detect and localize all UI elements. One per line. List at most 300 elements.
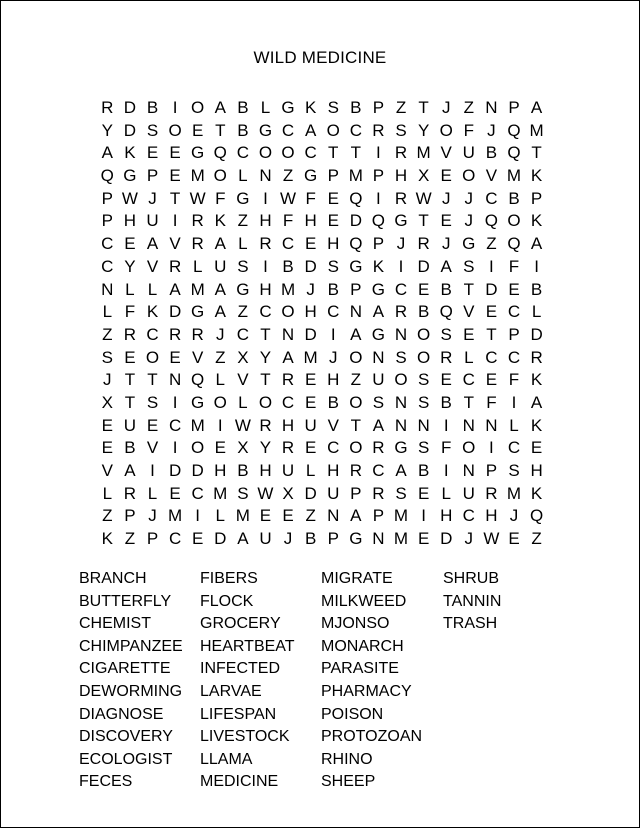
- grid-letter: E: [124, 234, 136, 254]
- grid-letter: W: [415, 188, 432, 208]
- letter-grid: [96, 97, 548, 551]
- grid-letter: E: [304, 234, 317, 254]
- grid-letter: L: [215, 370, 225, 390]
- grid-letter: J: [441, 234, 451, 254]
- grid-letter: R: [417, 234, 430, 254]
- word-list-item: LIVESTOCK: [200, 728, 290, 746]
- grid-letter: T: [124, 370, 136, 390]
- grid-letter: E: [417, 483, 430, 503]
- grid-letter: L: [238, 166, 248, 186]
- grid-letter: I: [398, 256, 404, 276]
- grid-letter: J: [148, 506, 157, 526]
- grid-letter: E: [417, 529, 430, 549]
- grid-letter: J: [148, 188, 157, 208]
- grid-letter: M: [393, 506, 409, 526]
- grid-letter: B: [508, 188, 520, 208]
- grid-letter: C: [168, 529, 182, 549]
- grid-letter: V: [485, 166, 498, 186]
- grid-letter: L: [305, 461, 316, 480]
- grid-letter: A: [372, 415, 385, 435]
- grid-letter: O: [462, 438, 476, 458]
- grid-letter: X: [417, 166, 430, 186]
- grid-letter: P: [485, 461, 498, 480]
- grid-letter: U: [327, 483, 340, 503]
- grid-letter: E: [192, 529, 204, 549]
- grid-letter: C: [462, 370, 475, 390]
- grid-letter: N: [259, 166, 272, 186]
- grid-letter: K: [530, 483, 543, 503]
- grid-letter: H: [440, 506, 453, 526]
- grid-letter: V: [463, 302, 475, 322]
- grid-letter: U: [462, 143, 475, 163]
- grid-letter: I: [489, 438, 494, 458]
- grid-letter: L: [102, 302, 113, 322]
- word-list-item: FECES: [79, 773, 133, 791]
- word-list-item: SHRUB: [443, 570, 500, 587]
- grid-letter: R: [259, 415, 272, 435]
- grid-letter: V: [146, 438, 159, 458]
- grid-letter: E: [101, 415, 113, 435]
- grid-letter: H: [327, 461, 340, 480]
- grid-letter: Q: [484, 211, 498, 231]
- grid-letter: H: [304, 302, 317, 322]
- grid-letter: A: [237, 529, 249, 549]
- grid-letter: T: [328, 143, 339, 163]
- grid-letter: E: [327, 188, 339, 208]
- grid-letter: H: [394, 166, 408, 186]
- grid-letter: J: [103, 370, 112, 390]
- grid-letter: R: [394, 188, 408, 208]
- grid-letter: M: [506, 166, 522, 186]
- grid-letter: S: [101, 347, 113, 367]
- grid-letter: L: [215, 506, 225, 526]
- grid-letter: L: [102, 483, 113, 503]
- grid-letter: C: [507, 347, 521, 367]
- grid-letter: G: [191, 302, 205, 322]
- grid-letter: L: [125, 279, 135, 299]
- grid-letter: R: [394, 302, 408, 322]
- grid-letter: S: [417, 370, 430, 390]
- grid-letter: Q: [349, 234, 363, 254]
- grid-letter: M: [393, 529, 409, 549]
- grid-letter: B: [530, 279, 543, 299]
- grid-letter: K: [530, 415, 543, 435]
- grid-letter: V: [101, 461, 113, 480]
- grid-letter: V: [169, 234, 181, 254]
- grid-letter: P: [101, 188, 113, 208]
- grid-letter: G: [123, 166, 137, 186]
- grid-letter: D: [168, 461, 182, 480]
- grid-letter: R: [123, 324, 137, 344]
- grid-letter: M: [416, 143, 431, 163]
- grid-letter: R: [372, 483, 385, 503]
- grid-letter: R: [372, 120, 385, 140]
- grid-letter: K: [372, 256, 385, 276]
- grid-letter: O: [281, 302, 295, 322]
- grid-letter: C: [236, 143, 249, 163]
- grid-letter: S: [417, 392, 430, 412]
- grid-letter: E: [304, 392, 317, 412]
- grid-letter: Q: [507, 234, 521, 254]
- grid-letter: O: [258, 143, 273, 163]
- grid-letter: J: [396, 234, 406, 254]
- word-list-item: FIBERS: [200, 570, 258, 587]
- grid-letter: O: [349, 347, 363, 367]
- grid-letter: E: [508, 529, 520, 549]
- grid-letter: K: [214, 211, 226, 231]
- grid-letter: M: [303, 347, 318, 367]
- grid-letter: B: [146, 98, 159, 117]
- grid-letter: E: [192, 120, 204, 140]
- grid-letter: I: [217, 415, 223, 435]
- grid-letter: L: [441, 483, 451, 503]
- grid-letter: R: [530, 347, 543, 367]
- grid-letter: R: [372, 438, 385, 458]
- grid-letter: E: [169, 347, 181, 367]
- grid-letter: L: [238, 234, 248, 254]
- grid-letter: S: [440, 324, 452, 344]
- grid-letter: T: [147, 370, 158, 390]
- grid-letter: C: [146, 324, 159, 344]
- grid-letter: S: [327, 256, 339, 276]
- grid-letter: R: [191, 324, 204, 344]
- grid-letter: W: [483, 529, 500, 549]
- grid-letter: P: [350, 483, 362, 503]
- grid-letter: I: [263, 188, 268, 208]
- grid-letter: E: [440, 211, 452, 231]
- grid-letter: B: [350, 98, 362, 117]
- grid-letter: H: [304, 211, 317, 231]
- grid-letter: E: [169, 483, 181, 503]
- grid-letter: G: [304, 166, 318, 186]
- grid-letter: A: [146, 234, 159, 254]
- grid-letter: F: [441, 438, 452, 458]
- grid-letter: C: [168, 415, 182, 435]
- grid-letter: A: [350, 506, 362, 526]
- grid-letter: E: [282, 506, 294, 526]
- grid-letter: B: [327, 279, 339, 299]
- word-list-item: BRANCH: [79, 570, 147, 587]
- grid-letter: E: [169, 143, 181, 163]
- grid-letter: A: [530, 392, 543, 412]
- grid-letter: H: [259, 461, 272, 480]
- grid-letter: E: [485, 370, 498, 390]
- word-list-item: LLAMA: [200, 750, 253, 768]
- grid-letter: C: [281, 234, 295, 254]
- grid-letter: S: [395, 120, 407, 140]
- grid-letter: L: [531, 302, 542, 322]
- grid-letter: T: [418, 98, 429, 117]
- grid-letter: F: [486, 392, 497, 412]
- grid-letter: M: [529, 120, 544, 140]
- grid-letter: Q: [349, 188, 363, 208]
- grid-letter: N: [394, 392, 408, 412]
- grid-letter: S: [237, 256, 249, 276]
- grid-letter: H: [327, 370, 340, 390]
- grid-letter: A: [169, 279, 181, 299]
- grid-letter: I: [263, 256, 268, 276]
- word-list-item: FLOCK: [200, 592, 254, 610]
- grid-letter: Q: [507, 120, 521, 140]
- grid-letter: L: [147, 483, 158, 503]
- grid-letter: C: [372, 461, 385, 480]
- grid-letter: E: [327, 211, 339, 231]
- grid-letter: Z: [124, 529, 136, 549]
- grid-letter: R: [168, 256, 182, 276]
- grid-letter: B: [282, 256, 294, 276]
- grid-letter: P: [530, 188, 543, 208]
- grid-letter: H: [485, 506, 498, 526]
- grid-letter: C: [101, 256, 114, 276]
- grid-letter: J: [464, 188, 474, 208]
- grid-letter: Z: [237, 211, 249, 231]
- grid-letter: K: [124, 143, 136, 163]
- grid-letter: N: [394, 324, 408, 344]
- grid-letter: D: [304, 483, 317, 503]
- grid-letter: S: [327, 98, 339, 117]
- grid-letter: U: [304, 415, 317, 435]
- grid-letter: Z: [215, 347, 226, 367]
- grid-letter: G: [349, 529, 363, 549]
- grid-letter: X: [101, 392, 113, 412]
- grid-letter: W: [257, 483, 274, 503]
- grid-letter: A: [214, 98, 226, 117]
- grid-letter: Y: [259, 438, 272, 458]
- grid-letter: P: [372, 506, 385, 526]
- grid-letter: A: [124, 461, 136, 480]
- grid-letter: O: [507, 211, 521, 231]
- grid-letter: O: [349, 438, 363, 458]
- grid-letter: Q: [191, 370, 205, 390]
- grid-letter: M: [167, 506, 183, 526]
- grid-letter: A: [214, 302, 226, 322]
- grid-letter: Z: [395, 98, 407, 117]
- grid-letter: R: [101, 98, 114, 117]
- grid-letter: N: [101, 279, 114, 299]
- grid-letter: J: [509, 506, 519, 526]
- grid-letter: Y: [101, 120, 113, 140]
- grid-letter: Q: [529, 506, 544, 526]
- grid-letter: N: [417, 415, 430, 435]
- grid-letter: K: [101, 529, 113, 549]
- grid-letter: R: [281, 438, 295, 458]
- grid-letter: N: [327, 506, 340, 526]
- grid-letter: P: [146, 166, 159, 186]
- grid-letter: O: [168, 120, 182, 140]
- grid-letter: I: [376, 143, 381, 163]
- grid-letter: O: [258, 392, 273, 412]
- word-list-item: CHIMPANZEE: [79, 637, 183, 655]
- grid-letter: V: [146, 256, 159, 276]
- grid-letter: T: [124, 392, 136, 412]
- word-list-item: LIFESPAN: [200, 705, 277, 723]
- grid-letter: C: [507, 302, 521, 322]
- word-list-item: PARASITE: [321, 660, 399, 678]
- grid-letter: N: [168, 370, 182, 390]
- grid-letter: O: [416, 347, 431, 367]
- grid-letter: V: [192, 347, 204, 367]
- grid-letter: W: [189, 188, 206, 208]
- grid-letter: Q: [100, 166, 114, 186]
- grid-letter: H: [259, 279, 272, 299]
- grid-letter: I: [172, 438, 178, 458]
- grid-letter: C: [485, 188, 498, 208]
- grid-letter: N: [372, 347, 385, 367]
- grid-letter: I: [150, 461, 155, 480]
- grid-letter: B: [485, 143, 498, 163]
- grid-letter: V: [327, 415, 339, 435]
- grid-letter: O: [191, 438, 205, 458]
- grid-letter: Q: [213, 143, 227, 163]
- grid-letter: X: [237, 438, 249, 458]
- grid-letter: M: [190, 415, 205, 435]
- grid-letter: I: [330, 324, 336, 344]
- grid-letter: G: [462, 234, 476, 254]
- grid-letter: Q: [439, 302, 453, 322]
- grid-letter: Z: [350, 370, 362, 390]
- grid-letter: E: [101, 438, 113, 458]
- grid-letter: Z: [102, 506, 113, 526]
- grid-letter: C: [507, 438, 521, 458]
- grid-letter: B: [417, 461, 430, 480]
- grid-letter: X: [237, 347, 249, 367]
- grid-letter: O: [145, 347, 160, 367]
- grid-letter: I: [443, 415, 449, 435]
- grid-letter: G: [236, 279, 250, 299]
- grid-letter: J: [328, 347, 338, 367]
- grid-letter: W: [121, 188, 138, 208]
- grid-letter: U: [214, 256, 227, 276]
- grid-letter: V: [237, 370, 249, 390]
- grid-letter: S: [372, 392, 385, 412]
- grid-letter: T: [463, 279, 474, 299]
- grid-letter: O: [462, 166, 476, 186]
- grid-letter: M: [348, 166, 363, 186]
- grid-letter: R: [440, 347, 453, 367]
- grid-letter: C: [281, 392, 295, 412]
- grid-letter: N: [372, 529, 385, 549]
- word-list-item: CHEMIST: [79, 615, 151, 633]
- grid-letter: O: [394, 370, 408, 390]
- word-list-item: RHINO: [321, 750, 373, 768]
- grid-letter: B: [237, 98, 249, 117]
- grid-letter: E: [440, 370, 452, 390]
- grid-letter: I: [443, 461, 449, 480]
- grid-letter: Q: [507, 143, 521, 163]
- grid-letter: D: [304, 324, 317, 344]
- grid-letter: A: [214, 234, 226, 254]
- grid-letter: D: [440, 529, 453, 549]
- grid-letter: E: [146, 143, 159, 163]
- grid-letter: I: [511, 392, 517, 412]
- word-list-item: PROTOZOAN: [321, 728, 423, 746]
- grid-letter: U: [372, 370, 385, 390]
- grid-letter: C: [462, 506, 475, 526]
- grid-letter: E: [146, 415, 159, 435]
- grid-letter: M: [190, 166, 205, 186]
- grid-letter: V: [440, 143, 452, 163]
- word-list-item: TANNIN: [443, 592, 502, 610]
- grid-letter: B: [124, 438, 136, 458]
- grid-letter: E: [169, 166, 181, 186]
- grid-letter: S: [417, 438, 430, 458]
- grid-letter: C: [327, 438, 340, 458]
- word-list-item: GROCERY: [200, 615, 281, 633]
- grid-letter: O: [439, 120, 453, 140]
- grid-letter: I: [421, 506, 426, 526]
- word-list: [79, 568, 543, 794]
- grid-letter: E: [417, 279, 430, 299]
- grid-letter: A: [440, 256, 452, 276]
- grid-letter: T: [463, 392, 474, 412]
- grid-letter: K: [304, 98, 317, 117]
- grid-letter: F: [508, 370, 520, 390]
- grid-letter: J: [487, 120, 496, 140]
- grid-letter: S: [463, 256, 475, 276]
- grid-letter: I: [534, 256, 539, 276]
- grid-letter: M: [213, 483, 228, 503]
- grid-letter: K: [530, 211, 543, 231]
- grid-letter: P: [124, 506, 136, 526]
- grid-letter: O: [213, 392, 227, 412]
- grid-letter: Z: [531, 529, 542, 549]
- grid-letter: E: [463, 324, 475, 344]
- grid-letter: D: [417, 256, 430, 276]
- grid-letter: E: [124, 347, 136, 367]
- grid-letter: G: [236, 188, 250, 208]
- grid-letter: B: [327, 392, 339, 412]
- grid-letter: P: [350, 279, 362, 299]
- grid-letter: A: [372, 302, 385, 322]
- grid-letter: P: [508, 324, 520, 344]
- grid-letter: Y: [259, 347, 272, 367]
- grid-letter: P: [372, 98, 385, 117]
- grid-letter: G: [371, 324, 386, 344]
- grid-letter: S: [508, 461, 520, 480]
- grid-letter: D: [530, 324, 543, 344]
- grid-letter: D: [214, 529, 227, 549]
- grid-letter: D: [168, 302, 182, 322]
- grid-letter: G: [191, 143, 205, 163]
- grid-letter: M: [506, 483, 522, 503]
- grid-letter: K: [146, 302, 159, 322]
- grid-letter: P: [372, 234, 385, 254]
- grid-letter: J: [216, 324, 225, 344]
- grid-letter: F: [124, 302, 136, 322]
- grid-letter: O: [191, 98, 205, 117]
- grid-letter: S: [146, 392, 159, 412]
- grid-letter: P: [372, 166, 385, 186]
- grid-letter: N: [349, 302, 362, 322]
- grid-letter: L: [509, 415, 519, 435]
- grid-letter: O: [349, 392, 363, 412]
- grid-letter: F: [215, 188, 226, 208]
- grid-letter: R: [394, 143, 408, 163]
- grid-letter: C: [327, 302, 340, 322]
- word-list-item: MONARCH: [321, 637, 404, 655]
- grid-letter: K: [530, 370, 543, 390]
- grid-letter: B: [237, 461, 249, 480]
- grid-letter: Y: [417, 120, 430, 140]
- grid-letter: H: [259, 211, 272, 231]
- grid-letter: K: [530, 166, 543, 186]
- grid-letter: U: [123, 415, 137, 435]
- word-list-item: HEARTBEAT: [200, 637, 295, 655]
- grid-letter: R: [168, 324, 182, 344]
- word-list-item: TRASH: [443, 615, 498, 633]
- grid-letter: B: [237, 120, 249, 140]
- grid-letter: R: [485, 483, 498, 503]
